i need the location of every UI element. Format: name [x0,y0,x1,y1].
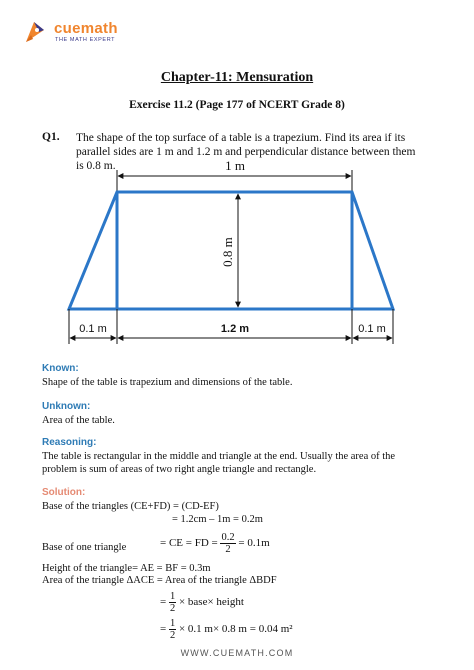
footer-url[interactable]: WWW.CUEMATH.COM [180,648,294,658]
cuemath-logo-icon [22,18,48,48]
base-rhs: = 0.1m [238,537,270,550]
unknown-heading: Unknown: [42,401,91,412]
question-text: The shape of the top surface of a table is a trapezium. Find its area if its parallel sides are 1 m and 1.2 m and perpendicular distance between them is 0.8 m. [76,132,416,172]
step2-rest: × 0.1 m× 0.8 m = 0.04 m² [178,623,293,636]
base-numerator: 0.2 [221,532,235,543]
top-dimension-label: 1 m [225,158,245,173]
known-text: Shape of the table is trapezium and dimensions of the table. [42,377,293,388]
brand-name: cuemath [54,20,118,37]
step2-fraction [169,618,176,641]
step1-numerator: 1 [169,591,176,602]
base-fraction [220,532,235,555]
height-dimension-label: 0.8 m [220,237,235,267]
exercise-title: Exercise 11.2 (Page 177 of NCERT Grade 8) [129,99,345,111]
brand-tagline: THE MATH EXPERT [55,37,116,43]
area-step-1 [160,591,244,614]
reasoning-text: The table is rectangular in the middle and triangle at the end. Usually the area of the problem is sum of areas of two right angle triangle and rectangle. [42,451,396,475]
right-segment-label: 0.1 m [358,323,386,335]
solution-line-1: Base of the triangles (CE+FD) = (CD-EF) [42,501,219,512]
area-line: Area of the triangle ΔACE = Area of the triangle ΔBDF [42,575,277,586]
reasoning-heading: Reasoning: [42,437,97,448]
unknown-text: Area of the table. [42,415,115,426]
step2-prefix: = [160,623,167,636]
solution-heading: Solution: [42,487,86,498]
solution-line-2: = 1.2cm – 1m = 0.2m [172,514,263,525]
step1-denominator: 2 [169,603,176,614]
base-equation [160,532,270,555]
base-label: Base of one triangle [42,542,127,553]
bottom-dimension-label: 1.2 m [220,323,250,335]
base-denominator: 2 [225,544,231,555]
base-lhs: = CE = FD = [160,537,218,550]
step2-numerator: 1 [169,618,176,629]
trapezium-diagram [60,156,410,352]
known-heading: Known: [42,363,79,374]
question-number: Q1. [42,131,60,143]
step2-denominator: 2 [169,630,176,641]
area-step-2 [160,618,293,641]
step1-fraction [169,591,176,614]
left-segment-label: 0.1 m [79,323,107,335]
height-line: Height of the triangle= AE = BF = 0.3m [42,563,211,574]
step1-rest: × base× height [178,596,244,609]
chapter-title: Chapter-11: Mensuration [160,70,314,85]
step1-prefix: = [160,596,167,609]
